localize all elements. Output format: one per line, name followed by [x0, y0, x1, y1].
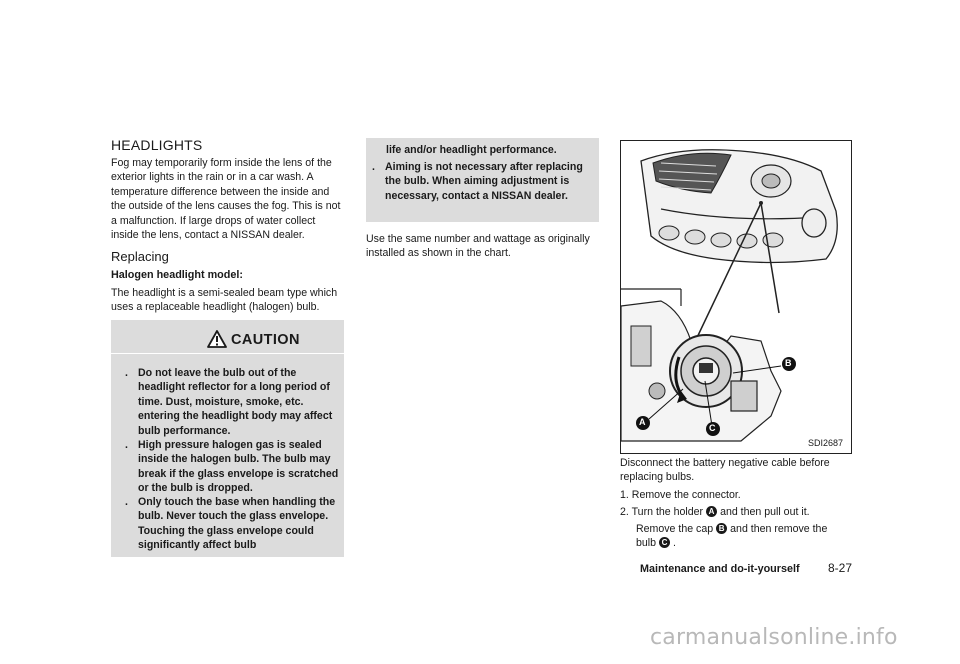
- caution-item: . Aiming is not necessary after replacing the bulb. When aiming adjustment is necessary, contact a NISSAN dealer.: [372, 161, 583, 202]
- figure-label-a: A: [639, 417, 646, 427]
- figure-code: SDI2687: [807, 438, 843, 448]
- step-2-continued: Remove the cap B and then remove the bulb C .: [636, 523, 828, 550]
- headlight-illustration: [621, 141, 851, 453]
- warning-icon: [207, 330, 227, 353]
- model-heading: Halogen headlight model:: [111, 269, 243, 281]
- mark-a: A: [706, 506, 717, 517]
- caution-divider: [111, 353, 344, 354]
- figure-label-c: C: [709, 423, 716, 433]
- page-number: 8-27: [828, 561, 853, 575]
- headlight-figure: [620, 140, 852, 454]
- watermark: carmanualsonline.info: [650, 625, 898, 650]
- caution-item: . High pressure halogen gas is sealed inside the halogen bulb. The bulb may break if the glass envelope is scratched or the bulb is dropped.: [125, 439, 339, 495]
- mark-c: C: [659, 537, 670, 548]
- figure-label-b: B: [785, 358, 792, 368]
- mark-b: B: [716, 523, 727, 534]
- subsection-title: Replacing: [111, 249, 169, 264]
- intro-paragraph: Fog may temporarily form inside the lens of the exterior lights in the rain or in a car wash. A temperature difference between the inside and the outside of the lens causes the fog. This is not a malfunction. If large drops of water collect inside the lens, contact a NISSAN dealer.: [111, 157, 341, 242]
- step-2: 2. Turn the holder A and then pull out it.: [620, 506, 810, 518]
- caution-item-continuation: life and/or headlight performance.: [386, 144, 557, 156]
- model-paragraph: The headlight is a semi-sealed beam type which uses a replaceable headlight (halogen) bulb.: [111, 287, 338, 314]
- footer-section-label: Maintenance and do-it-yourself: [640, 563, 800, 575]
- step-1: 1. Remove the connector.: [620, 489, 741, 501]
- battery-paragraph: Disconnect the battery negative cable before replacing bulbs.: [620, 457, 830, 484]
- caution-box: [111, 320, 344, 557]
- wattage-paragraph: Use the same number and wattage as originally installed as shown in the chart.: [366, 233, 590, 260]
- caution-continued-box: [366, 138, 599, 222]
- caution-item: . Do not leave the bulb out of the headlight reflector for a long period of time. Dust, moisture, smoke, etc. entering the headlight body may affect bulb performance.: [125, 367, 333, 437]
- caution-item: . Only touch the base when handling the bulb. Never touch the glass envelope. Touching the glass envelope could significantly affect bulb: [125, 496, 336, 552]
- section-title: HEADLIGHTS: [111, 137, 203, 153]
- caution-title: CAUTION: [231, 332, 300, 348]
